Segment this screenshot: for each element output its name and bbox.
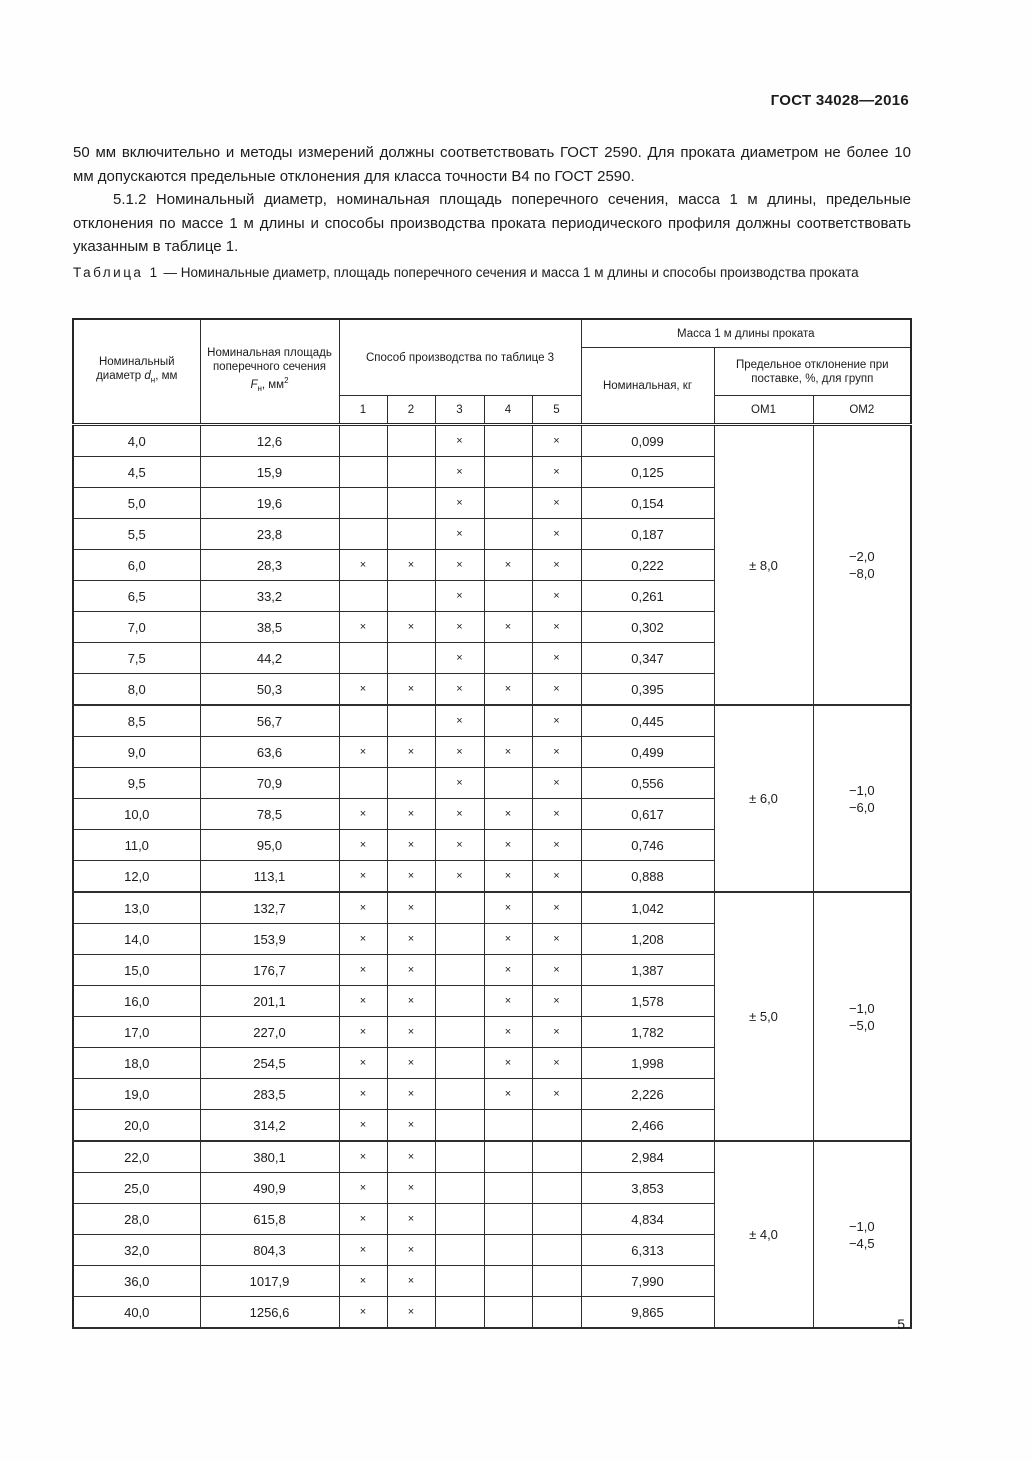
om2-line: −6,0 [848, 799, 875, 815]
cell-mass: 0,154 [581, 488, 714, 519]
cell-method-1: × [339, 1017, 387, 1048]
cell-mass: 9,865 [581, 1297, 714, 1329]
cell-method-2 [387, 705, 435, 737]
cell-om2 [813, 425, 911, 706]
cell-method-3: × [435, 550, 484, 581]
cell-mass: 2,984 [581, 1141, 714, 1173]
cell-method-5 [532, 1297, 581, 1329]
cell-mass: 1,208 [581, 924, 714, 955]
om2-line: −8,0 [848, 566, 875, 581]
cell-mass: 0,746 [581, 830, 714, 861]
cell-method-5: × [532, 550, 581, 581]
cell-mass: 0,556 [581, 768, 714, 799]
cell-mass: 0,099 [581, 425, 714, 457]
cell-diameter: 7,0 [73, 612, 200, 643]
cell-diameter: 15,0 [73, 955, 200, 986]
cell-diameter: 18,0 [73, 1048, 200, 1079]
cell-method-4: × [484, 799, 532, 830]
cell-mass: 0,445 [581, 705, 714, 737]
om2-line: −4,5 [848, 1235, 875, 1251]
om2-line: −5,0 [848, 1017, 875, 1033]
cell-om1: ± 8,0 [714, 425, 813, 706]
cell-mass: 0,302 [581, 612, 714, 643]
cell-om2 [813, 705, 911, 892]
cell-method-4 [484, 1297, 532, 1329]
cell-method-5: × [532, 488, 581, 519]
cell-method-2: × [387, 1079, 435, 1110]
cell-area: 28,3 [200, 550, 339, 581]
cell-method-3 [435, 1048, 484, 1079]
cell-method-5: × [532, 768, 581, 799]
cell-area: 56,7 [200, 705, 339, 737]
cell-diameter: 16,0 [73, 986, 200, 1017]
cell-method-5 [532, 1110, 581, 1142]
cell-method-1: × [339, 986, 387, 1017]
table-1-container [72, 318, 912, 1329]
cell-method-3 [435, 986, 484, 1017]
cell-diameter: 7,5 [73, 643, 200, 674]
cell-method-1 [339, 643, 387, 674]
cell-method-1: × [339, 1048, 387, 1079]
cell-method-1 [339, 488, 387, 519]
cell-om1: ± 5,0 [714, 892, 813, 1141]
col-header-om1: ОМ1 [714, 396, 813, 425]
table-row [73, 705, 911, 737]
col-header-method-3: 3 [435, 396, 484, 425]
cell-method-5: × [532, 861, 581, 893]
cell-method-3: × [435, 861, 484, 893]
cell-method-4 [484, 1173, 532, 1204]
col-header-method-1: 1 [339, 396, 387, 425]
cell-method-3: × [435, 799, 484, 830]
cell-method-5: × [532, 457, 581, 488]
cell-area: 380,1 [200, 1141, 339, 1173]
cell-method-4 [484, 1141, 532, 1173]
cell-method-4 [484, 1110, 532, 1142]
col-header-method-4: 4 [484, 396, 532, 425]
cell-mass: 1,387 [581, 955, 714, 986]
col-header-om2: ОМ2 [813, 396, 911, 425]
cell-method-2 [387, 457, 435, 488]
cell-diameter: 8,5 [73, 705, 200, 737]
cell-method-5 [532, 1141, 581, 1173]
cell-method-4 [484, 488, 532, 519]
cell-method-2: × [387, 861, 435, 893]
col-header-method-2: 2 [387, 396, 435, 425]
cell-mass: 0,888 [581, 861, 714, 893]
cell-method-1 [339, 705, 387, 737]
cell-method-3 [435, 1266, 484, 1297]
cell-method-3 [435, 1173, 484, 1204]
cell-om2 [813, 892, 911, 1141]
body-text [73, 141, 911, 259]
cell-method-2: × [387, 892, 435, 924]
table-row [73, 892, 911, 924]
cell-mass: 0,617 [581, 799, 714, 830]
cell-diameter: 19,0 [73, 1079, 200, 1110]
om2-line: −1,0 [848, 1218, 875, 1234]
cell-method-3: × [435, 737, 484, 768]
cell-method-2 [387, 581, 435, 612]
cell-method-3: × [435, 581, 484, 612]
cell-method-1: × [339, 1204, 387, 1235]
cell-method-1 [339, 457, 387, 488]
cell-mass: 7,990 [581, 1266, 714, 1297]
cell-method-3 [435, 1110, 484, 1142]
cell-method-2: × [387, 550, 435, 581]
cell-method-2: × [387, 612, 435, 643]
om2-line: −1,0 [848, 782, 875, 798]
col-header-method-group: Способ производства по таблице 3 [339, 319, 581, 396]
cell-method-3: × [435, 768, 484, 799]
cell-method-1 [339, 768, 387, 799]
cell-method-2: × [387, 830, 435, 861]
cell-area: 283,5 [200, 1079, 339, 1110]
cell-mass: 4,834 [581, 1204, 714, 1235]
col-header-area: Номинальная площадь поперечного сечения $F_н$, $мм^2$ [200, 319, 339, 425]
cell-method-5: × [532, 955, 581, 986]
cell-method-2: × [387, 674, 435, 706]
cell-om1: ± 6,0 [714, 705, 813, 892]
cell-method-1: × [339, 1110, 387, 1142]
cell-mass: 2,466 [581, 1110, 714, 1142]
cell-method-5: × [532, 986, 581, 1017]
cell-mass: 0,499 [581, 737, 714, 768]
cell-area: 153,9 [200, 924, 339, 955]
cell-method-1: × [339, 612, 387, 643]
cell-method-4: × [484, 674, 532, 706]
cell-method-2: × [387, 955, 435, 986]
cell-method-4 [484, 1266, 532, 1297]
col-header-mass-nominal: Номинальная, кг [581, 348, 714, 425]
table-1 [72, 318, 912, 1329]
cell-diameter: 13,0 [73, 892, 200, 924]
cell-diameter: 28,0 [73, 1204, 200, 1235]
cell-method-5: × [532, 1017, 581, 1048]
table-caption [73, 262, 911, 283]
cell-diameter: 20,0 [73, 1110, 200, 1142]
cell-area: 95,0 [200, 830, 339, 861]
cell-area: 113,1 [200, 861, 339, 893]
cell-area: 19,6 [200, 488, 339, 519]
cell-method-2: × [387, 1017, 435, 1048]
cell-method-1: × [339, 892, 387, 924]
cell-diameter: 12,0 [73, 861, 200, 893]
cell-method-5: × [532, 924, 581, 955]
cell-method-1: × [339, 1079, 387, 1110]
cell-diameter: 8,0 [73, 674, 200, 706]
cell-method-2 [387, 768, 435, 799]
cell-method-4 [484, 425, 532, 457]
col-header-tolerance-group: Предельное отклонение при поставке, %, для групп [714, 348, 911, 396]
cell-method-5: × [532, 425, 581, 457]
cell-method-3: × [435, 674, 484, 706]
cell-method-4: × [484, 924, 532, 955]
cell-method-1 [339, 519, 387, 550]
cell-method-2: × [387, 1266, 435, 1297]
cell-method-3 [435, 1017, 484, 1048]
cell-method-5: × [532, 1079, 581, 1110]
cell-mass: 0,187 [581, 519, 714, 550]
table-caption-label: Таблица 1 [73, 265, 160, 280]
cell-diameter: 36,0 [73, 1266, 200, 1297]
cell-method-1: × [339, 1173, 387, 1204]
cell-method-4 [484, 1204, 532, 1235]
om2-line: −1,0 [848, 1000, 875, 1016]
cell-area: 254,5 [200, 1048, 339, 1079]
cell-area: 23,8 [200, 519, 339, 550]
col-header-diameter: Номинальный диаметр $d_н$, мм [73, 319, 200, 425]
cell-method-5: × [532, 519, 581, 550]
cell-method-3: × [435, 519, 484, 550]
cell-area: 201,1 [200, 986, 339, 1017]
cell-mass: 2,226 [581, 1079, 714, 1110]
header-row-1 [73, 319, 911, 348]
cell-method-5: × [532, 830, 581, 861]
cell-diameter: 6,0 [73, 550, 200, 581]
cell-method-1: × [339, 674, 387, 706]
cell-area: 804,3 [200, 1235, 339, 1266]
cell-method-3 [435, 1079, 484, 1110]
cell-area: 227,0 [200, 1017, 339, 1048]
cell-method-5 [532, 1173, 581, 1204]
cell-method-3 [435, 892, 484, 924]
cell-area: 15,9 [200, 457, 339, 488]
cell-area: 1017,9 [200, 1266, 339, 1297]
cell-method-2: × [387, 924, 435, 955]
cell-method-1 [339, 581, 387, 612]
cell-method-4 [484, 519, 532, 550]
cell-method-4 [484, 643, 532, 674]
cell-diameter: 14,0 [73, 924, 200, 955]
cell-method-4: × [484, 861, 532, 893]
cell-method-4 [484, 705, 532, 737]
cell-mass: 0,125 [581, 457, 714, 488]
cell-diameter: 40,0 [73, 1297, 200, 1329]
cell-method-4 [484, 768, 532, 799]
cell-method-4 [484, 1235, 532, 1266]
cell-method-5: × [532, 581, 581, 612]
cell-method-5: × [532, 674, 581, 706]
cell-mass: 1,042 [581, 892, 714, 924]
cell-method-5: × [532, 799, 581, 830]
cell-method-4 [484, 457, 532, 488]
cell-method-3 [435, 924, 484, 955]
cell-method-3: × [435, 425, 484, 457]
cell-method-2 [387, 643, 435, 674]
cell-method-2: × [387, 1297, 435, 1329]
cell-mass: 3,853 [581, 1173, 714, 1204]
cell-method-1: × [339, 1266, 387, 1297]
table-body [73, 425, 911, 1329]
cell-diameter: 9,0 [73, 737, 200, 768]
cell-method-4: × [484, 550, 532, 581]
cell-diameter: 17,0 [73, 1017, 200, 1048]
cell-method-4: × [484, 1079, 532, 1110]
cell-mass: 1,998 [581, 1048, 714, 1079]
cell-method-1 [339, 425, 387, 457]
cell-method-3 [435, 1235, 484, 1266]
cell-method-4: × [484, 1017, 532, 1048]
cell-method-4: × [484, 830, 532, 861]
cell-method-5: × [532, 643, 581, 674]
cell-method-1: × [339, 830, 387, 861]
cell-method-5: × [532, 892, 581, 924]
cell-mass: 1,578 [581, 986, 714, 1017]
cell-area: 1256,6 [200, 1297, 339, 1329]
document-code: ГОСТ 34028—2016 [770, 92, 909, 109]
cell-method-5: × [532, 612, 581, 643]
cell-area: 44,2 [200, 643, 339, 674]
cell-method-1: × [339, 1141, 387, 1173]
cell-method-2: × [387, 1204, 435, 1235]
cell-method-1: × [339, 799, 387, 830]
cell-area: 78,5 [200, 799, 339, 830]
col-header-method-5: 5 [532, 396, 581, 425]
cell-area: 12,6 [200, 425, 339, 457]
cell-method-2: × [387, 799, 435, 830]
cell-area: 490,9 [200, 1173, 339, 1204]
cell-method-4 [484, 581, 532, 612]
cell-area: 132,7 [200, 892, 339, 924]
cell-method-3: × [435, 488, 484, 519]
cell-method-1: × [339, 737, 387, 768]
cell-mass: 0,347 [581, 643, 714, 674]
cell-method-3 [435, 1297, 484, 1329]
cell-method-4: × [484, 892, 532, 924]
cell-method-2: × [387, 1141, 435, 1173]
cell-diameter: 32,0 [73, 1235, 200, 1266]
cell-method-2 [387, 519, 435, 550]
cell-method-1: × [339, 1297, 387, 1329]
table-row [73, 425, 911, 457]
cell-method-2: × [387, 1048, 435, 1079]
cell-method-5 [532, 1266, 581, 1297]
cell-area: 615,8 [200, 1204, 339, 1235]
cell-method-1: × [339, 924, 387, 955]
cell-mass: 0,222 [581, 550, 714, 581]
cell-method-4: × [484, 986, 532, 1017]
cell-diameter: 6,5 [73, 581, 200, 612]
cell-diameter: 4,5 [73, 457, 200, 488]
cell-method-3: × [435, 830, 484, 861]
cell-diameter: 4,0 [73, 425, 200, 457]
cell-area: 33,2 [200, 581, 339, 612]
cell-area: 176,7 [200, 955, 339, 986]
cell-mass: 6,313 [581, 1235, 714, 1266]
cell-method-3: × [435, 705, 484, 737]
cell-method-3 [435, 955, 484, 986]
cell-method-3: × [435, 457, 484, 488]
cell-method-5 [532, 1204, 581, 1235]
cell-method-4: × [484, 955, 532, 986]
cell-mass: 0,395 [581, 674, 714, 706]
cell-method-2: × [387, 737, 435, 768]
paragraph-5-1-2: 5.1.2 Номинальный диаметр, номинальная площадь поперечного сечения, масса 1 м длины, предельные отклонения по массе 1 м длины и способы производства проката периодического профиля должны соответствовать указанным в таблице 1. [73, 191, 911, 255]
cell-method-4: × [484, 737, 532, 768]
cell-method-2: × [387, 1235, 435, 1266]
cell-method-2 [387, 425, 435, 457]
table-caption-text: Номинальные диаметр, площадь поперечного сечения и масса 1 м длины и способы производства проката [180, 265, 859, 280]
paragraph-continuation: 50 мм включительно и методы измерений должны соответствовать ГОСТ 2590. Для проката диаметром не более 10 мм допускаются предельные отклонения для класса точности В4 по ГОСТ 2590. [73, 144, 911, 185]
cell-diameter: 5,0 [73, 488, 200, 519]
cell-method-5: × [532, 737, 581, 768]
cell-method-2: × [387, 1110, 435, 1142]
cell-method-2: × [387, 1173, 435, 1204]
cell-method-2: × [387, 986, 435, 1017]
cell-method-2 [387, 488, 435, 519]
cell-diameter: 5,5 [73, 519, 200, 550]
cell-method-3: × [435, 612, 484, 643]
om2-line: −2,0 [848, 549, 875, 564]
cell-diameter: 9,5 [73, 768, 200, 799]
cell-mass: 0,261 [581, 581, 714, 612]
cell-method-3 [435, 1141, 484, 1173]
cell-method-1: × [339, 955, 387, 986]
cell-method-1: × [339, 550, 387, 581]
cell-area: 50,3 [200, 674, 339, 706]
cell-diameter: 11,0 [73, 830, 200, 861]
cell-mass: 1,782 [581, 1017, 714, 1048]
cell-method-5: × [532, 705, 581, 737]
cell-area: 38,5 [200, 612, 339, 643]
cell-method-5 [532, 1235, 581, 1266]
cell-om2 [813, 1141, 911, 1328]
cell-method-1: × [339, 861, 387, 893]
cell-method-5: × [532, 1048, 581, 1079]
table-row [73, 1141, 911, 1173]
cell-diameter: 25,0 [73, 1173, 200, 1204]
cell-method-3 [435, 1204, 484, 1235]
cell-diameter: 10,0 [73, 799, 200, 830]
page-number: 5 [897, 1316, 905, 1332]
cell-method-4: × [484, 1048, 532, 1079]
cell-diameter: 22,0 [73, 1141, 200, 1173]
cell-area: 70,9 [200, 768, 339, 799]
col-header-mass-group: Масса 1 м длины проката [581, 319, 911, 348]
cell-method-3: × [435, 643, 484, 674]
cell-method-4: × [484, 612, 532, 643]
cell-om1: ± 4,0 [714, 1141, 813, 1328]
cell-method-1: × [339, 1235, 387, 1266]
cell-area: 314,2 [200, 1110, 339, 1142]
cell-area: 63,6 [200, 737, 339, 768]
table-caption-dash: — [163, 265, 177, 280]
